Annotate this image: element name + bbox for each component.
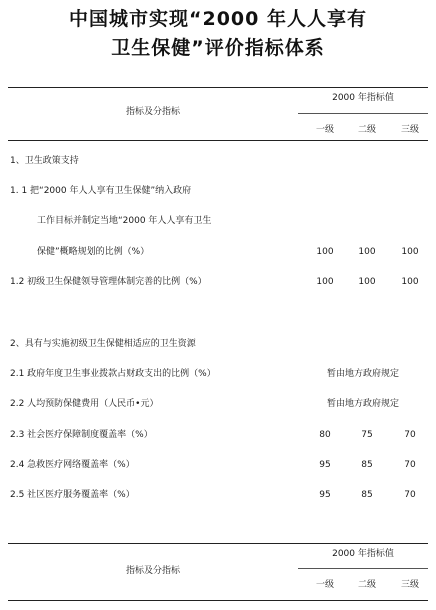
header-level-2: 二级 [357, 125, 376, 135]
row-label: 1. 1 把“2000 年人人享有卫生保健”纳入政府 [10, 186, 192, 196]
row-value-level-1: 95 [319, 490, 331, 500]
row-value-level-1: 100 [316, 277, 334, 287]
title-line-2: 卫生保健”评价指标体系 [111, 37, 325, 59]
row-value-level-2: 100 [358, 247, 376, 257]
header-group-label: 2000 年指标值 [332, 93, 394, 103]
rule-header-bottom [8, 600, 428, 601]
row-label: 保健”概略规划的比例（%） [37, 247, 150, 257]
row-value-level-1: 100 [316, 247, 334, 257]
rule-top [8, 87, 428, 88]
header-level-3: 三级 [400, 125, 419, 135]
rule-header-bottom [8, 140, 428, 141]
row-label: 2.5 社区医疗服务覆盖率（%） [10, 490, 135, 500]
row-value-level-3: 70 [404, 430, 416, 440]
header-level-1: 一级 [315, 580, 334, 590]
rule-header-sub [298, 568, 428, 569]
row-value-level-3: 100 [401, 277, 419, 287]
row-value-level-2: 75 [361, 430, 373, 440]
rule-header-sub [298, 113, 428, 114]
header-level-2: 二级 [357, 580, 376, 590]
row-label: 2.4 急救医疗网络覆盖率（%） [10, 460, 135, 470]
row-value-level-3: 70 [404, 460, 416, 470]
header-indicator-label: 指标及分指标 [126, 566, 181, 576]
row-label: 1.2 初级卫生保健领导管理体制完善的比例（%） [10, 277, 207, 287]
header-level-3: 三级 [400, 580, 419, 590]
row-value-level-1: 95 [319, 460, 331, 470]
row-value-level-2: 85 [361, 460, 373, 470]
row-label: 2.1 政府年度卫生事业拨款占财政支出的比例（%） [10, 369, 216, 379]
title-line-1: 中国城市实现“2000 年人人享有 [69, 8, 367, 30]
row-value-level-2: 85 [361, 490, 373, 500]
row-label: 2.2 人均预防保健费用（人民币•元） [10, 399, 159, 409]
row-value-level-3: 100 [401, 247, 419, 257]
row-value-level-3: 70 [404, 490, 416, 500]
rule-top [8, 543, 428, 544]
header-group-label: 2000 年指标值 [332, 549, 394, 559]
section-heading: 1、卫生政策支持 [10, 156, 79, 166]
row-value-level-1: 80 [319, 430, 331, 440]
row-label: 工作目标并制定当地“2000 年人人享有卫生 [37, 216, 212, 226]
row-note: 暂由地方政府规定 [326, 399, 399, 409]
section-heading: 2、具有与实施初级卫生保健相适应的卫生资源 [10, 339, 196, 349]
row-note: 暂由地方政府规定 [326, 369, 399, 379]
header-indicator-label: 指标及分指标 [126, 107, 181, 117]
row-value-level-2: 100 [358, 277, 376, 287]
header-level-1: 一级 [315, 125, 334, 135]
row-label: 2.3 社会医疗保障制度覆盖率（%） [10, 430, 153, 440]
